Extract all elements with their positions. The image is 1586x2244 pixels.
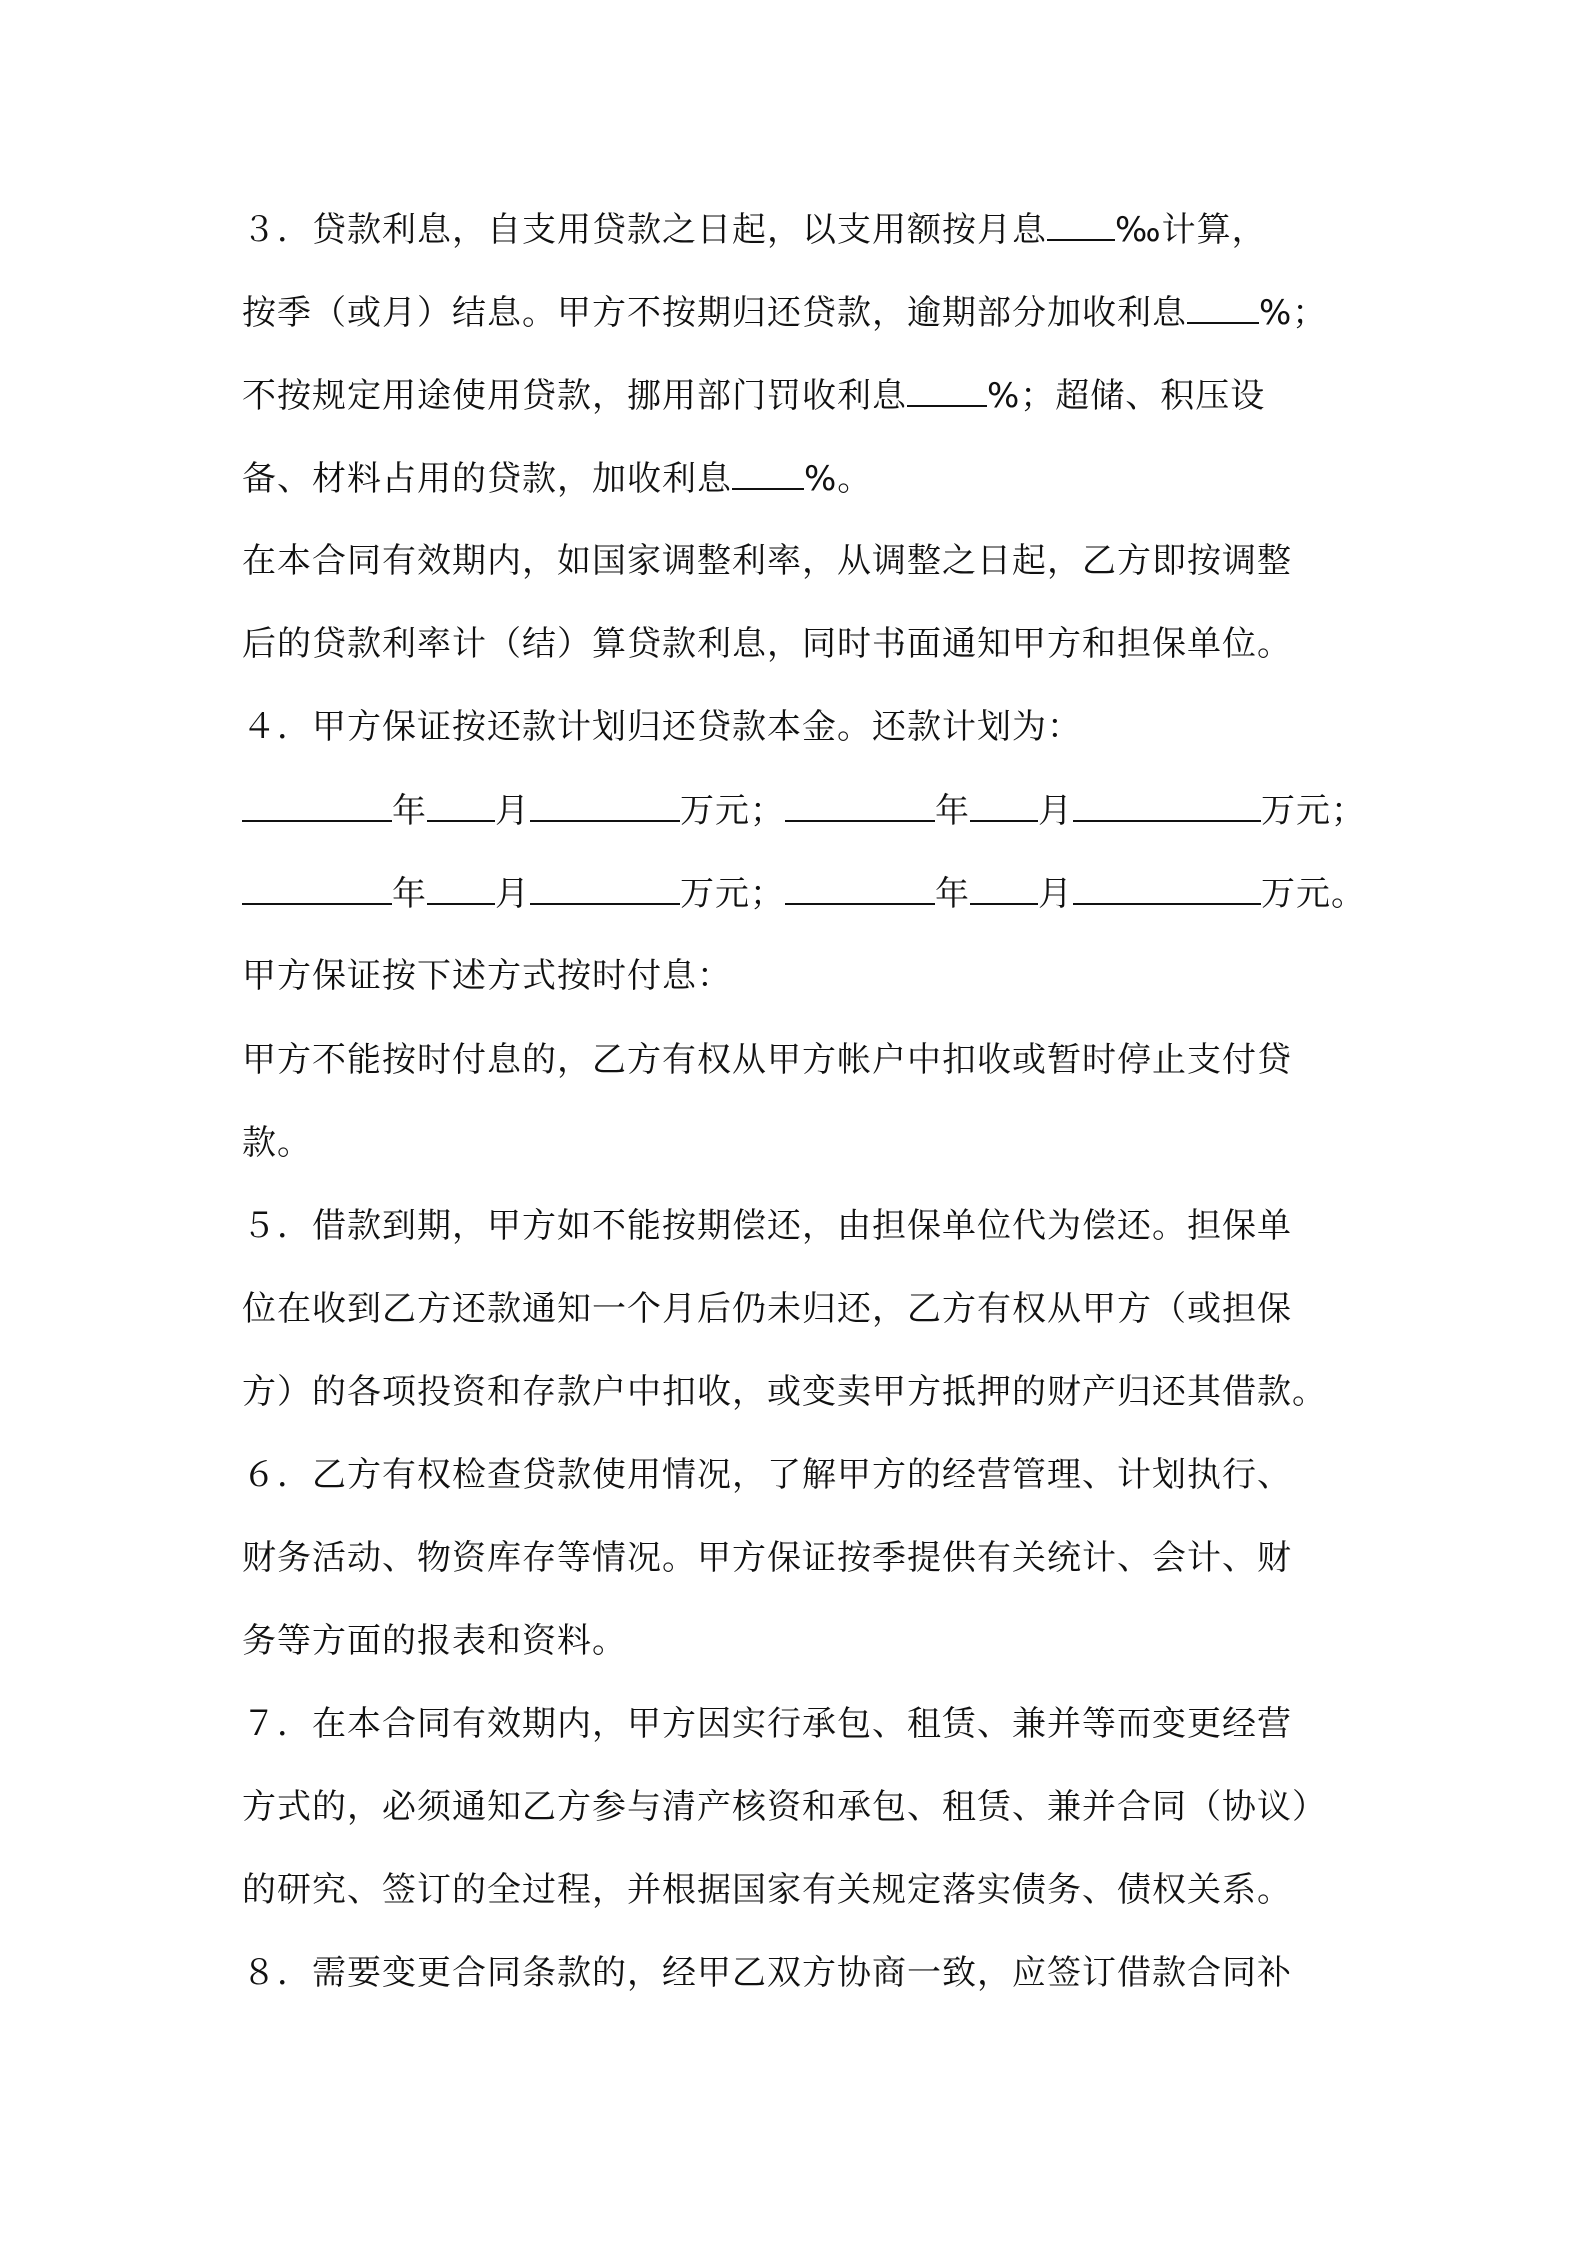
item4-line4: 甲方保证按下述方式按时付息： bbox=[242, 956, 732, 996]
blank-amount[interactable] bbox=[530, 780, 680, 822]
text: ‰计算， bbox=[1115, 210, 1267, 250]
blank-month[interactable] bbox=[427, 780, 495, 822]
item3-line1 bbox=[242, 199, 1362, 259]
text: 备、材料占用的贷款，加收利息 bbox=[242, 459, 732, 499]
text: 按季（或月）结息。甲方不按期归还贷款，逾期部分加收利息 bbox=[242, 293, 1187, 333]
blank-field[interactable] bbox=[1187, 282, 1259, 324]
text: 月 bbox=[1038, 791, 1073, 831]
item7-line3: 的研究、签订的全过程，并根据国家有关规定落实债务、债权关系。 bbox=[242, 1870, 1292, 1910]
blank-amount[interactable] bbox=[1073, 780, 1261, 822]
blank-year[interactable] bbox=[242, 863, 392, 905]
blank-field[interactable] bbox=[732, 448, 804, 490]
item3-line4 bbox=[242, 448, 1362, 508]
text: 年 bbox=[935, 791, 970, 831]
item7-line2: 方式的，必须通知乙方参与清产核资和承包、租赁、兼并合同（协议） bbox=[242, 1787, 1327, 1827]
item6-line2: 财务活动、物资库存等情况。甲方保证按季提供有关统计、会计、财 bbox=[242, 1538, 1292, 1578]
item6-line3: 务等方面的报表和资料。 bbox=[242, 1621, 627, 1661]
item5-line2: 位在收到乙方还款通知一个月后仍未归还，乙方有权从甲方（或担保 bbox=[242, 1289, 1292, 1329]
item4-line1: ４．甲方保证按还款计划归还贷款本金。还款计划为： bbox=[242, 707, 1082, 747]
text: %。 bbox=[804, 459, 873, 499]
blank-year[interactable] bbox=[785, 780, 935, 822]
blank-amount[interactable] bbox=[1073, 863, 1261, 905]
repayment-schedule-row-2 bbox=[242, 863, 1366, 923]
blank-month[interactable] bbox=[970, 863, 1038, 905]
blank-field[interactable] bbox=[907, 365, 987, 407]
text: ３．贷款利息，自支用贷款之日起，以支用额按月息 bbox=[242, 210, 1047, 250]
text: 月 bbox=[495, 791, 530, 831]
blank-year[interactable] bbox=[785, 863, 935, 905]
text: 年 bbox=[392, 874, 427, 914]
item3-line3 bbox=[242, 365, 1362, 425]
text: 月 bbox=[1038, 874, 1073, 914]
text: %；超储、积压设 bbox=[987, 376, 1266, 416]
text: 不按规定用途使用贷款，挪用部门罚收利息 bbox=[242, 376, 907, 416]
item3-line6: 后的贷款利率计（结）算贷款利息，同时书面通知甲方和担保单位。 bbox=[242, 624, 1292, 664]
text: 年 bbox=[392, 791, 427, 831]
repayment-schedule-row-1 bbox=[242, 780, 1366, 840]
text: %； bbox=[1259, 293, 1328, 333]
blank-year[interactable] bbox=[242, 780, 392, 822]
blank-month[interactable] bbox=[970, 780, 1038, 822]
text: 万元； bbox=[680, 874, 785, 914]
item8-line1: ８．需要变更合同条款的，经甲乙双方协商一致，应签订借款合同补 bbox=[242, 1953, 1292, 1993]
text: 万元。 bbox=[1261, 874, 1366, 914]
item4-line6: 款。 bbox=[242, 1123, 312, 1163]
item3-line2 bbox=[242, 282, 1362, 342]
blank-field[interactable] bbox=[1047, 199, 1115, 241]
item6-line1: ６．乙方有权检查贷款使用情况，了解甲方的经营管理、计划执行、 bbox=[242, 1455, 1292, 1495]
text: 万元； bbox=[680, 791, 785, 831]
text: 万元； bbox=[1261, 791, 1366, 831]
text: 年 bbox=[935, 874, 970, 914]
text: 月 bbox=[495, 874, 530, 914]
item4-line5: 甲方不能按时付息的，乙方有权从甲方帐户中扣收或暂时停止支付贷 bbox=[242, 1040, 1292, 1080]
blank-amount[interactable] bbox=[530, 863, 680, 905]
blank-month[interactable] bbox=[427, 863, 495, 905]
item7-line1: ７．在本合同有效期内，甲方因实行承包、租赁、兼并等而变更经营 bbox=[242, 1704, 1292, 1744]
item3-line5: 在本合同有效期内，如国家调整利率，从调整之日起，乙方即按调整 bbox=[242, 541, 1292, 581]
item5-line3: 方）的各项投资和存款户中扣收，或变卖甲方抵押的财产归还其借款。 bbox=[242, 1372, 1327, 1412]
item5-line1: ５．借款到期，甲方如不能按期偿还，由担保单位代为偿还。担保单 bbox=[242, 1206, 1292, 1246]
